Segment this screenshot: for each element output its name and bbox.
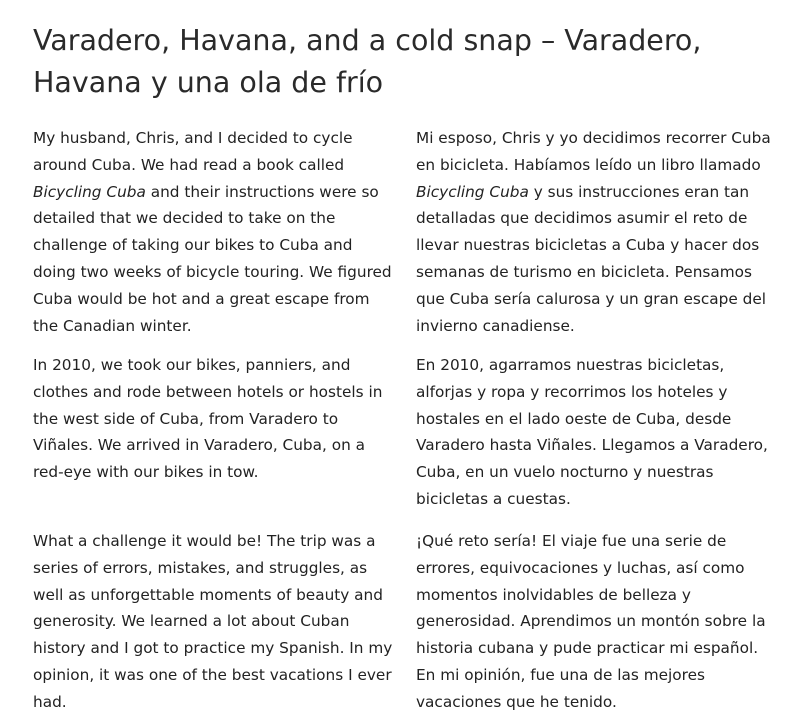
english-paragraph-2: In 2010, we took our bikes, panniers, and clothes and rode between hotels or hostels in the west side of Cuba, from Varadero to Viñales. We arrived in Varadero, Cuba, on a red-eye with our bikes in tow. — [33, 356, 383, 482]
spanish-paragraph-1 — [416, 125, 776, 339]
article-title: Varadero, Havana, and a cold snap – Varadero, Havana y una ola de frío — [33, 24, 702, 99]
english-p1-text-start: My husband, Chris, and I decided to cycle around Cuba. We had read a book called — [33, 129, 353, 174]
english-p1-text-end: and their instructions were so detailed that we decided to take on the challenge of taking our bikes to Cuba and doing two weeks of bicycle touring. We figured Cuba would be hot and a great escape from the Canadian winter. — [33, 182, 392, 335]
english-paragraph-1 — [33, 125, 393, 339]
spanish-paragraph-2: En 2010, agarramos nuestras bicicletas, alforjas y ropa y recorrimos los hoteles y hostales en el lado oeste de Cuba, desde Varadero hasta Viñales. Llegamos a Varadero, Cuba, en un vuelo nocturno y nuestras bicicletas a cuestas. — [416, 356, 768, 508]
spanish-p1-text-end: y sus instrucciones eran tan detalladas que decidimos asumir el reto de llevar nuestras bicicletas a Cuba y hacer dos semanas de turismo en bicicleta. Pensamos que Cuba sería calurosa y un gran escape del invierno canadiense. — [416, 182, 767, 335]
spanish-paragraph-3: ¡Qué reto sería! El viaje fue una serie de errores, equivocaciones y luchas, así como momentos inolvidables de belleza y generosidad. Aprendimos un montón sobre la historia cubana y pude practicar mi español. En mi opinión, fue una de las mejores vacaciones que he tenido. — [416, 532, 766, 711]
spanish-p1-text-start: Mi esposo, Chris y yo decidimos recorrer Cuba en bicicleta. Habíamos leído un libro llamado — [416, 129, 771, 174]
english-paragraph-3: What a challenge it would be! The trip was a series of errors, mistakes, and struggles, as well as unforgettable moments of beauty and generosity. We learned a lot about Cuban history and I got to practice my Spanish. In my opinion, it was one of the best vacations I ever had. — [33, 532, 393, 711]
english-book-title: Bicycling Cuba — [33, 182, 146, 201]
spanish-book-title: Bicycling Cuba — [416, 182, 529, 201]
